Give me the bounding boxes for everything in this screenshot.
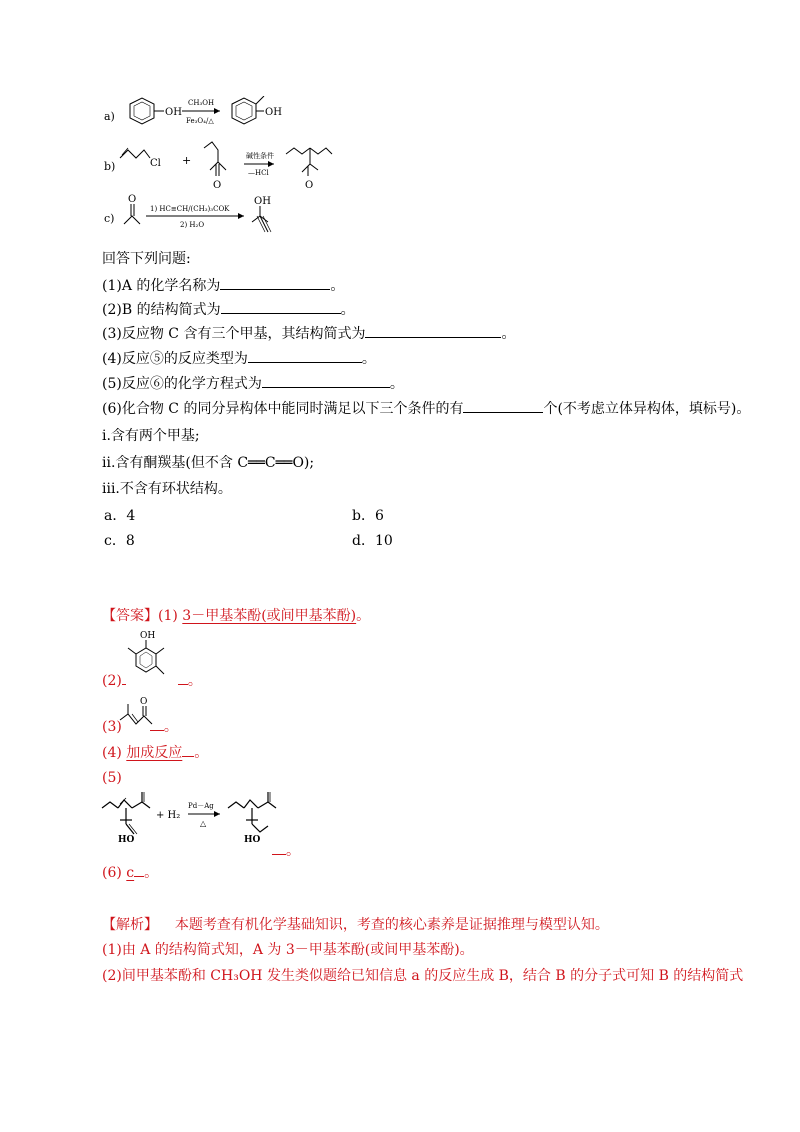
answer-6-prefix: (6) bbox=[102, 865, 122, 881]
reaction-c-scheme bbox=[118, 192, 318, 238]
question-5-end: 。 bbox=[389, 376, 404, 392]
reaction-b-product-o: O bbox=[305, 180, 314, 191]
question-4 bbox=[102, 348, 376, 369]
answer-4 bbox=[102, 742, 208, 763]
answer-3-end: 。 bbox=[163, 719, 178, 735]
condition-3: ⅲ.不含有环状结构。 bbox=[102, 481, 232, 497]
question-4-text: (4)反应⑤的反应类型为 bbox=[102, 351, 248, 367]
question-3 bbox=[102, 323, 515, 344]
answer-5-cond-bottom: △ bbox=[200, 819, 207, 828]
answer-3-o: O bbox=[140, 697, 148, 707]
analysis-paragraph-2: (2)间甲基苯酚和 CH₃OH 发生类似题给已知信息 a 的反应生成 B，结合 B 的分子式可知 B 的结构简式 bbox=[102, 968, 744, 984]
answer-2-underline-left bbox=[122, 670, 126, 685]
reaction-c-label: c) bbox=[104, 212, 115, 225]
question-5-text: (5)反应⑥的化学方程式为 bbox=[102, 376, 262, 392]
question-1-text: (1)A 的化学名称为 bbox=[102, 278, 221, 294]
answer-blank-5[interactable] bbox=[262, 373, 390, 388]
answer-tag: 【答案】 bbox=[102, 608, 158, 624]
reaction-a-scheme bbox=[118, 96, 308, 136]
reaction-b-plus: + bbox=[182, 154, 192, 167]
answer-2-end: 。 bbox=[187, 673, 202, 689]
answer-4-end: 。 bbox=[194, 745, 209, 761]
answer-2-oh: OH bbox=[140, 631, 156, 641]
answer-4-underline bbox=[182, 742, 194, 757]
reaction-a-label: a) bbox=[104, 110, 115, 123]
answer-5-end-mark: 。 bbox=[286, 843, 300, 859]
reaction-a-product-oh: OH bbox=[265, 107, 282, 118]
reaction-c-o: O bbox=[128, 194, 137, 205]
question-1-end: 。 bbox=[330, 278, 345, 294]
question-3-text: (3)反应物 C 含有三个甲基，其结构简式为 bbox=[102, 326, 366, 342]
answer-5-plus: + H₂ bbox=[156, 810, 181, 821]
answer-2 bbox=[102, 670, 202, 691]
reaction-a-condition: Fe₃O₄/△ bbox=[186, 117, 214, 125]
answer-5-underline bbox=[272, 840, 286, 855]
question-6-text-end: 个(不考虑立体异构体，填标号)。 bbox=[543, 401, 751, 417]
reaction-a-oh: OH bbox=[165, 107, 182, 118]
answer-4-prefix: (4) bbox=[102, 745, 122, 761]
question-3-end: 。 bbox=[501, 326, 516, 342]
answer-5-end bbox=[272, 840, 300, 861]
answer-1-text: 3－甲基苯酚(或间甲基苯酚) bbox=[182, 608, 357, 624]
answer-5-ho-left: HO bbox=[118, 835, 135, 845]
reaction-b-condition-top: 碱性条件 bbox=[246, 152, 274, 160]
answer-2-underline-right bbox=[178, 670, 188, 685]
condition-1: ⅰ.含有两个甲基; bbox=[102, 428, 200, 444]
answer-blank-1[interactable] bbox=[220, 275, 330, 290]
question-5 bbox=[102, 373, 404, 394]
answer-3 bbox=[102, 716, 178, 737]
answer-blank-3[interactable] bbox=[365, 323, 501, 338]
reaction-b-cl: Cl bbox=[150, 158, 161, 169]
analysis-paragraph-1: (1)由 A 的结构简式知，A 为 3－甲基苯酚(或间甲基苯酚)。 bbox=[102, 942, 474, 958]
analysis-intro: 本题考查有机化学基础知识，考查的核心素养是证据推理与模型认知。 bbox=[174, 917, 609, 933]
condition-2: ⅱ.含有酮羰基(但不含 C══C══O); bbox=[102, 455, 315, 471]
answer-5-cond-top: Pd－Ag bbox=[188, 802, 214, 810]
answer-6 bbox=[102, 862, 158, 883]
question-2-text: (2)B 的结构简式为 bbox=[102, 302, 221, 318]
reaction-a-reagent: CH₃OH bbox=[188, 99, 215, 107]
option-d: d．10 bbox=[352, 533, 393, 549]
answer-5-label: (5) bbox=[102, 770, 122, 786]
question-2 bbox=[102, 299, 355, 320]
answer-6-end: 。 bbox=[144, 865, 159, 881]
answer-5-ho-right: HO bbox=[244, 835, 261, 845]
answer-3-prefix: (3) bbox=[102, 719, 122, 735]
option-b: b．6 bbox=[352, 508, 384, 524]
option-a: a．4 bbox=[104, 508, 136, 524]
answer-blank-2[interactable] bbox=[221, 299, 341, 314]
answer-5-equation bbox=[100, 790, 300, 852]
reaction-b-scheme bbox=[118, 138, 338, 194]
answer-1-end: 。 bbox=[356, 608, 371, 624]
reaction-b-label: b) bbox=[104, 160, 116, 173]
analysis-intro-line bbox=[102, 915, 609, 935]
answer-2-prefix: (2) bbox=[102, 673, 122, 689]
question-6 bbox=[102, 398, 750, 419]
option-c: c．8 bbox=[104, 533, 135, 549]
reaction-c-condition-top: 1) HC≡CH/(CH₃)₃COK bbox=[150, 205, 230, 213]
answer-6-underline bbox=[134, 862, 144, 877]
answer-blank-6[interactable] bbox=[463, 398, 543, 413]
question-2-end: 。 bbox=[340, 302, 355, 318]
questions-intro: 回答下列问题: bbox=[102, 251, 191, 267]
answer-4-text: 加成反应 bbox=[126, 745, 183, 761]
question-6-text: (6)化合物 C 的同分异构体中能同时满足以下三个条件的有 bbox=[102, 401, 464, 417]
answer-6-text: c bbox=[126, 865, 135, 881]
answer-blank-4[interactable] bbox=[248, 348, 362, 363]
question-1 bbox=[102, 275, 344, 296]
question-4-end: 。 bbox=[361, 351, 376, 367]
reaction-c-oh: OH bbox=[254, 196, 271, 207]
analysis-tag: 【解析】 bbox=[102, 917, 158, 933]
answer-3-underline bbox=[150, 716, 164, 731]
answer-1 bbox=[102, 606, 370, 626]
reaction-c-condition-bottom: 2) H₂O bbox=[180, 221, 205, 229]
answer-1-prefix: (1) bbox=[158, 608, 178, 624]
reaction-b-condition-bottom: —HCl bbox=[248, 169, 269, 177]
reaction-b-o: O bbox=[213, 180, 222, 191]
